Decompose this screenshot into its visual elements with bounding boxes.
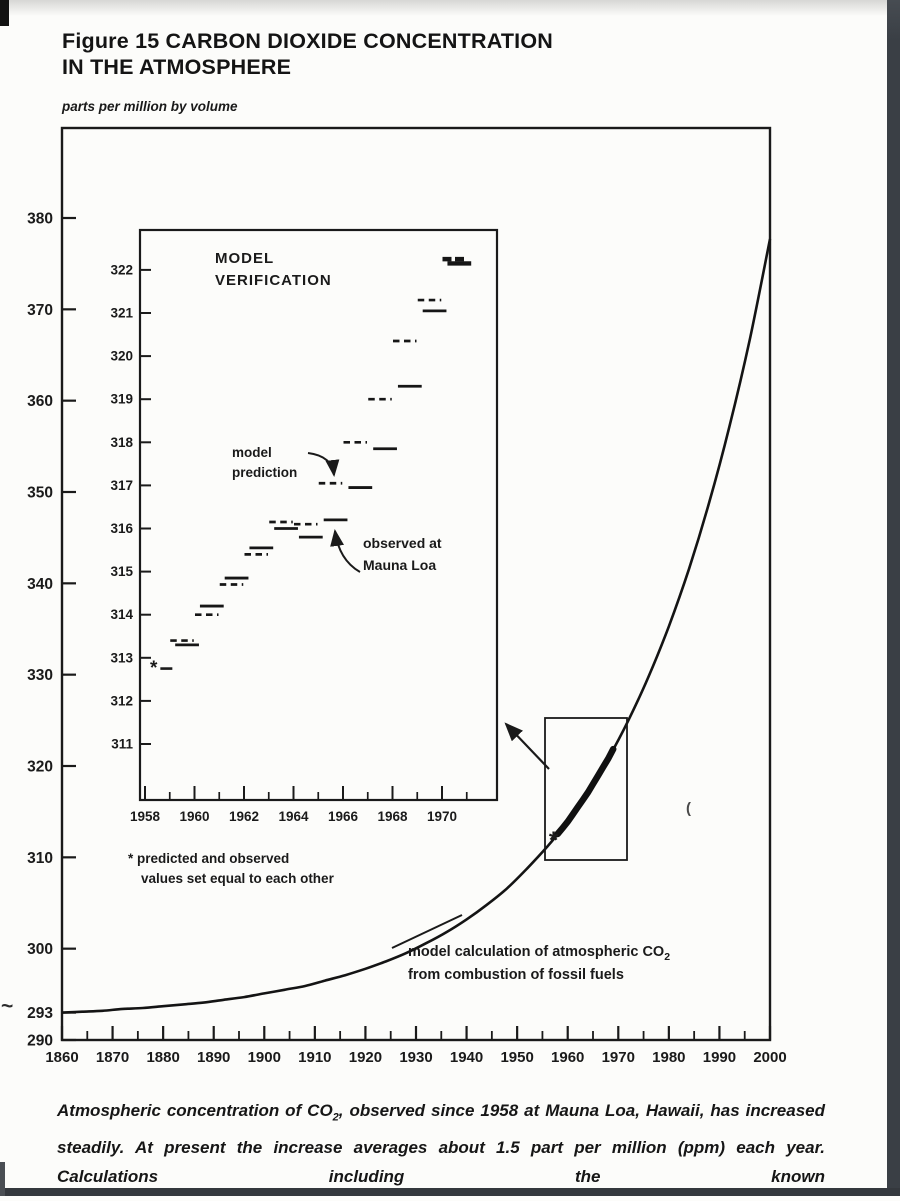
inset-y-tick-label: 314 (110, 607, 133, 623)
y-tick-label: 350 (27, 484, 53, 502)
scan-edge-bottom-bar (0, 1188, 900, 1196)
axis-units-label: parts per million by volume (62, 99, 238, 114)
y-tick-label: 370 (27, 301, 53, 319)
inset-x-tick-label: 1962 (228, 809, 260, 824)
scan-edge-bottom-left (0, 1162, 5, 1196)
inset-x-tick-label: 1968 (377, 809, 408, 824)
figure-title (62, 28, 553, 80)
y-tick-label: 380 (27, 210, 53, 228)
observed-label-line2: Mauna Loa (363, 557, 437, 573)
x-tick-label: 2000 (753, 1049, 787, 1066)
inset-x-tick-label: 1964 (278, 809, 309, 824)
scan-edge-right-bar (887, 0, 900, 1196)
inset-start-asterisk: * (149, 658, 158, 680)
x-tick-label: 1870 (95, 1049, 130, 1066)
inset-x-tick-label: 1970 (426, 809, 458, 824)
x-tick-label: 1960 (551, 1049, 585, 1066)
inset-title-line1: MODEL (215, 250, 275, 267)
x-tick-label: 1930 (399, 1049, 433, 1066)
model-prediction-label-line1: model (232, 445, 272, 460)
scan-artifact-topleft (0, 0, 9, 26)
x-tick-label: 1920 (348, 1049, 383, 1066)
curve-annotation-line1: model calculation of atmospheric $CO_2$ (408, 944, 671, 963)
inset-border (140, 230, 497, 800)
figure-title-line2: IN THE ATMOSPHERE (62, 55, 292, 79)
inset-y-tick-label: 318 (110, 434, 133, 450)
inset-y-tick-label: 315 (110, 564, 133, 580)
inset-plot (110, 230, 497, 824)
inset-y-tick-label: 320 (110, 348, 133, 364)
inset-y-tick-label: 319 (110, 391, 133, 407)
y-tick-label: 310 (27, 849, 53, 867)
inset-x-tick-label: 1958 (129, 809, 161, 824)
x-tick-label: 1910 (298, 1049, 332, 1066)
scan-artifact-tilde: ~ (1, 995, 14, 1018)
x-tick-label: 1970 (601, 1049, 635, 1066)
caption-text-post: , observed since 1958 at Mauna Loa, Hawaii, has increased steadily. At present the increase averages about 1.5 part per million (ppm) each year. Calculations including the known (57, 1101, 825, 1187)
figure-caption (57, 1096, 825, 1192)
inset-y-tick-label: 321 (110, 305, 133, 321)
x-tick-label: 1900 (247, 1049, 281, 1066)
x-tick-label: 1980 (652, 1049, 686, 1066)
inset-y-tick-label: 316 (110, 521, 133, 536)
x-tick-label: 1890 (197, 1049, 231, 1066)
x-tick-label: 1860 (45, 1049, 79, 1066)
y-tick-label: 293 (27, 1005, 53, 1023)
y-tick-label: 330 (27, 667, 53, 685)
inset-y-tick-label: 322 (110, 262, 133, 278)
inset-x-tick-label: 1966 (327, 809, 359, 824)
main-curve-asterisk: * (548, 827, 559, 855)
x-tick-label: 1950 (500, 1049, 534, 1066)
inset-x-tick-label: 1960 (179, 809, 210, 824)
y-tick-label: 320 (27, 758, 53, 776)
caption-subscript: 2 (332, 1111, 339, 1124)
x-tick-label: 1880 (146, 1049, 180, 1066)
y-tick-label: 340 (27, 575, 53, 593)
y-tick-label: 290 (27, 1032, 53, 1050)
inset-footnote-line1: * predicted and observed (128, 851, 290, 866)
y-tick-label: 300 (27, 941, 53, 959)
inset-footnote-line2: values set equal to each other (141, 871, 334, 886)
x-tick-label: 1940 (449, 1049, 484, 1066)
observed-period-thick-segment (558, 749, 614, 834)
model-prediction-label-line2: prediction (232, 465, 298, 480)
scan-artifact-mark: ( (686, 800, 691, 817)
figure-title-line1: Figure 15 CARBON DIOXIDE CONCENTRATION (62, 29, 553, 53)
inset-y-tick-label: 313 (110, 650, 133, 666)
curve-annotation-line2: from combustion of fossil fuels (408, 967, 624, 983)
y-tick-label: 360 (27, 393, 53, 411)
inset-y-tick-label: 311 (111, 736, 133, 752)
inset-title-line2: VERIFICATION (215, 272, 332, 289)
inset-y-tick-label: 317 (110, 477, 133, 493)
zoom-arrow (506, 724, 549, 769)
caption-text-pre: Atmospheric concentration of CO (57, 1101, 333, 1120)
x-tick-label: 1990 (702, 1049, 737, 1066)
observed-label-line1: observed at (363, 535, 442, 551)
inset-y-tick-label: 312 (110, 693, 133, 709)
